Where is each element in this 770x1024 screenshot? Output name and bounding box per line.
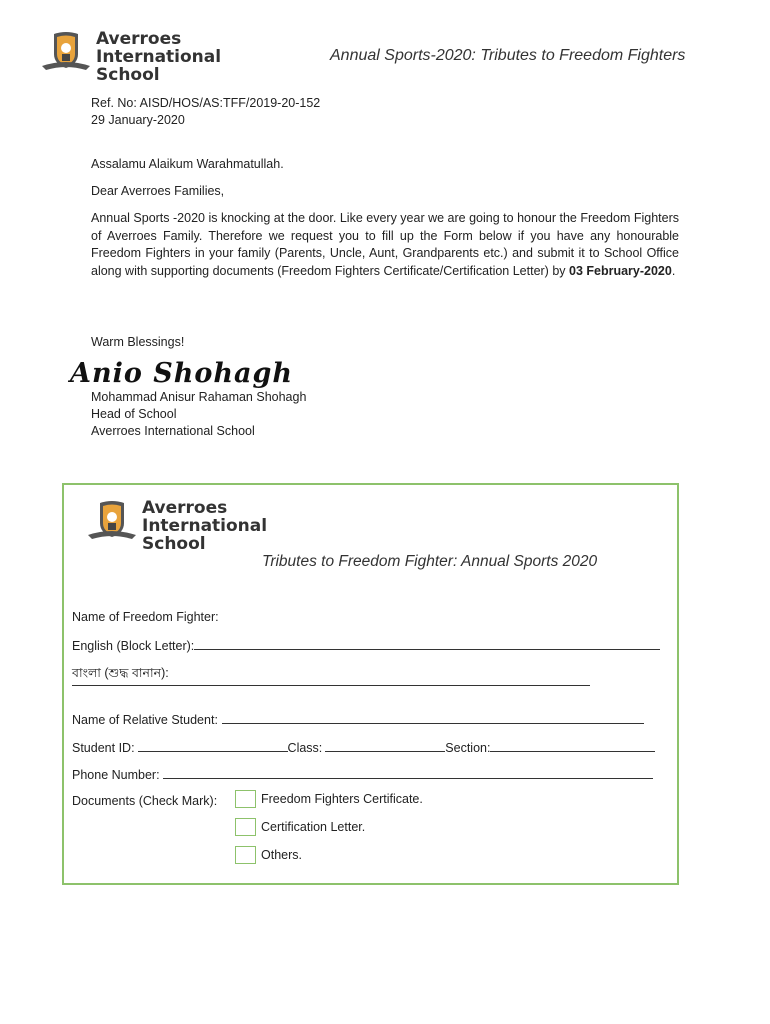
signer-organization: Averroes International School	[91, 424, 255, 438]
bangla-name-blank[interactable]	[72, 685, 590, 686]
reference-number: Ref. No: AISD/HOS/AS:TFF/2019-20-152	[91, 96, 321, 110]
english-name-row	[72, 638, 660, 653]
closing: Warm Blessings!	[91, 335, 185, 349]
english-name-blank[interactable]	[194, 638, 660, 650]
class-blank[interactable]	[325, 740, 445, 752]
relative-student-row	[72, 712, 644, 727]
student-id-label: Student ID:	[72, 741, 135, 755]
certificate-option-label: Freedom Fighters Certificate.	[261, 792, 423, 806]
phone-row	[72, 767, 653, 782]
section-blank[interactable]	[490, 740, 655, 752]
form-school-name-line3: School	[142, 534, 206, 554]
greeting-salam: Assalamu Alaikum Warahmatullah.	[91, 157, 284, 171]
others-checkbox[interactable]	[235, 846, 256, 864]
signature: Anio Shohagh	[70, 358, 294, 389]
school-name-line2: International	[96, 47, 222, 67]
greeting-dear: Dear Averroes Families,	[91, 184, 225, 198]
signer-name: Mohammad Anisur Rahaman Shohagh	[91, 390, 307, 404]
section-label: Section:	[445, 741, 491, 755]
freedom-fighter-name-label: Name of Freedom Fighter:	[72, 610, 219, 624]
certification-letter-option-label: Certification Letter.	[261, 820, 366, 834]
relative-student-blank[interactable]	[222, 712, 644, 724]
form-school-crest-icon	[86, 499, 138, 543]
class-label: Class:	[287, 741, 323, 755]
school-crest-icon	[40, 30, 92, 74]
certification-letter-checkbox[interactable]	[235, 818, 256, 836]
form-school-name-line2: International	[142, 516, 268, 536]
signer-title: Head of School	[91, 407, 177, 421]
school-name-line3: School	[96, 65, 160, 85]
school-name-line1: Averroes	[96, 29, 182, 49]
option-certificate[interactable]	[235, 790, 423, 808]
phone-number-label: Phone Number:	[72, 768, 160, 782]
form-school-name-line1: Averroes	[142, 498, 228, 518]
registration-form	[62, 483, 679, 885]
relative-student-label: Name of Relative Student:	[72, 713, 218, 727]
bangla-name-label: বাংলা (শুদ্ধ বানান):	[72, 666, 169, 680]
certificate-checkbox[interactable]	[235, 790, 256, 808]
documents-label: Documents (Check Mark):	[72, 794, 218, 808]
option-others[interactable]	[235, 846, 302, 864]
letter-date: 29 January-2020	[91, 113, 185, 127]
student-info-row	[72, 740, 655, 755]
letter-body	[91, 210, 679, 280]
school-logo	[40, 30, 221, 84]
header-title: Annual Sports-2020: Tributes to Freedom Fighters	[330, 47, 686, 64]
letter-body-main: Annual Sports -2020 is knocking at the door. Like every year we are going to honour the Freedom Fighters of Averroes Family. Therefore we request you to fill up the Form below if you have any honourable Freedom Fighters in your family (Parents, Uncle, Aunt, Grandparents etc.) and submit it to School Office along with supporting documents (Freedom Fighters Certificate/Certification Letter) by	[91, 211, 679, 278]
english-name-label: English (Block Letter):	[72, 639, 195, 653]
option-certification-letter[interactable]	[235, 818, 365, 836]
letter-body-end: .	[671, 263, 676, 278]
form-school-logo	[86, 499, 267, 553]
form-title: Tributes to Freedom Fighter: Annual Sports 2020	[262, 553, 598, 570]
submission-deadline: 03 February-2020	[569, 263, 672, 278]
student-id-blank[interactable]	[138, 740, 288, 752]
others-option-label: Others.	[261, 848, 302, 862]
phone-number-blank[interactable]	[163, 767, 653, 779]
